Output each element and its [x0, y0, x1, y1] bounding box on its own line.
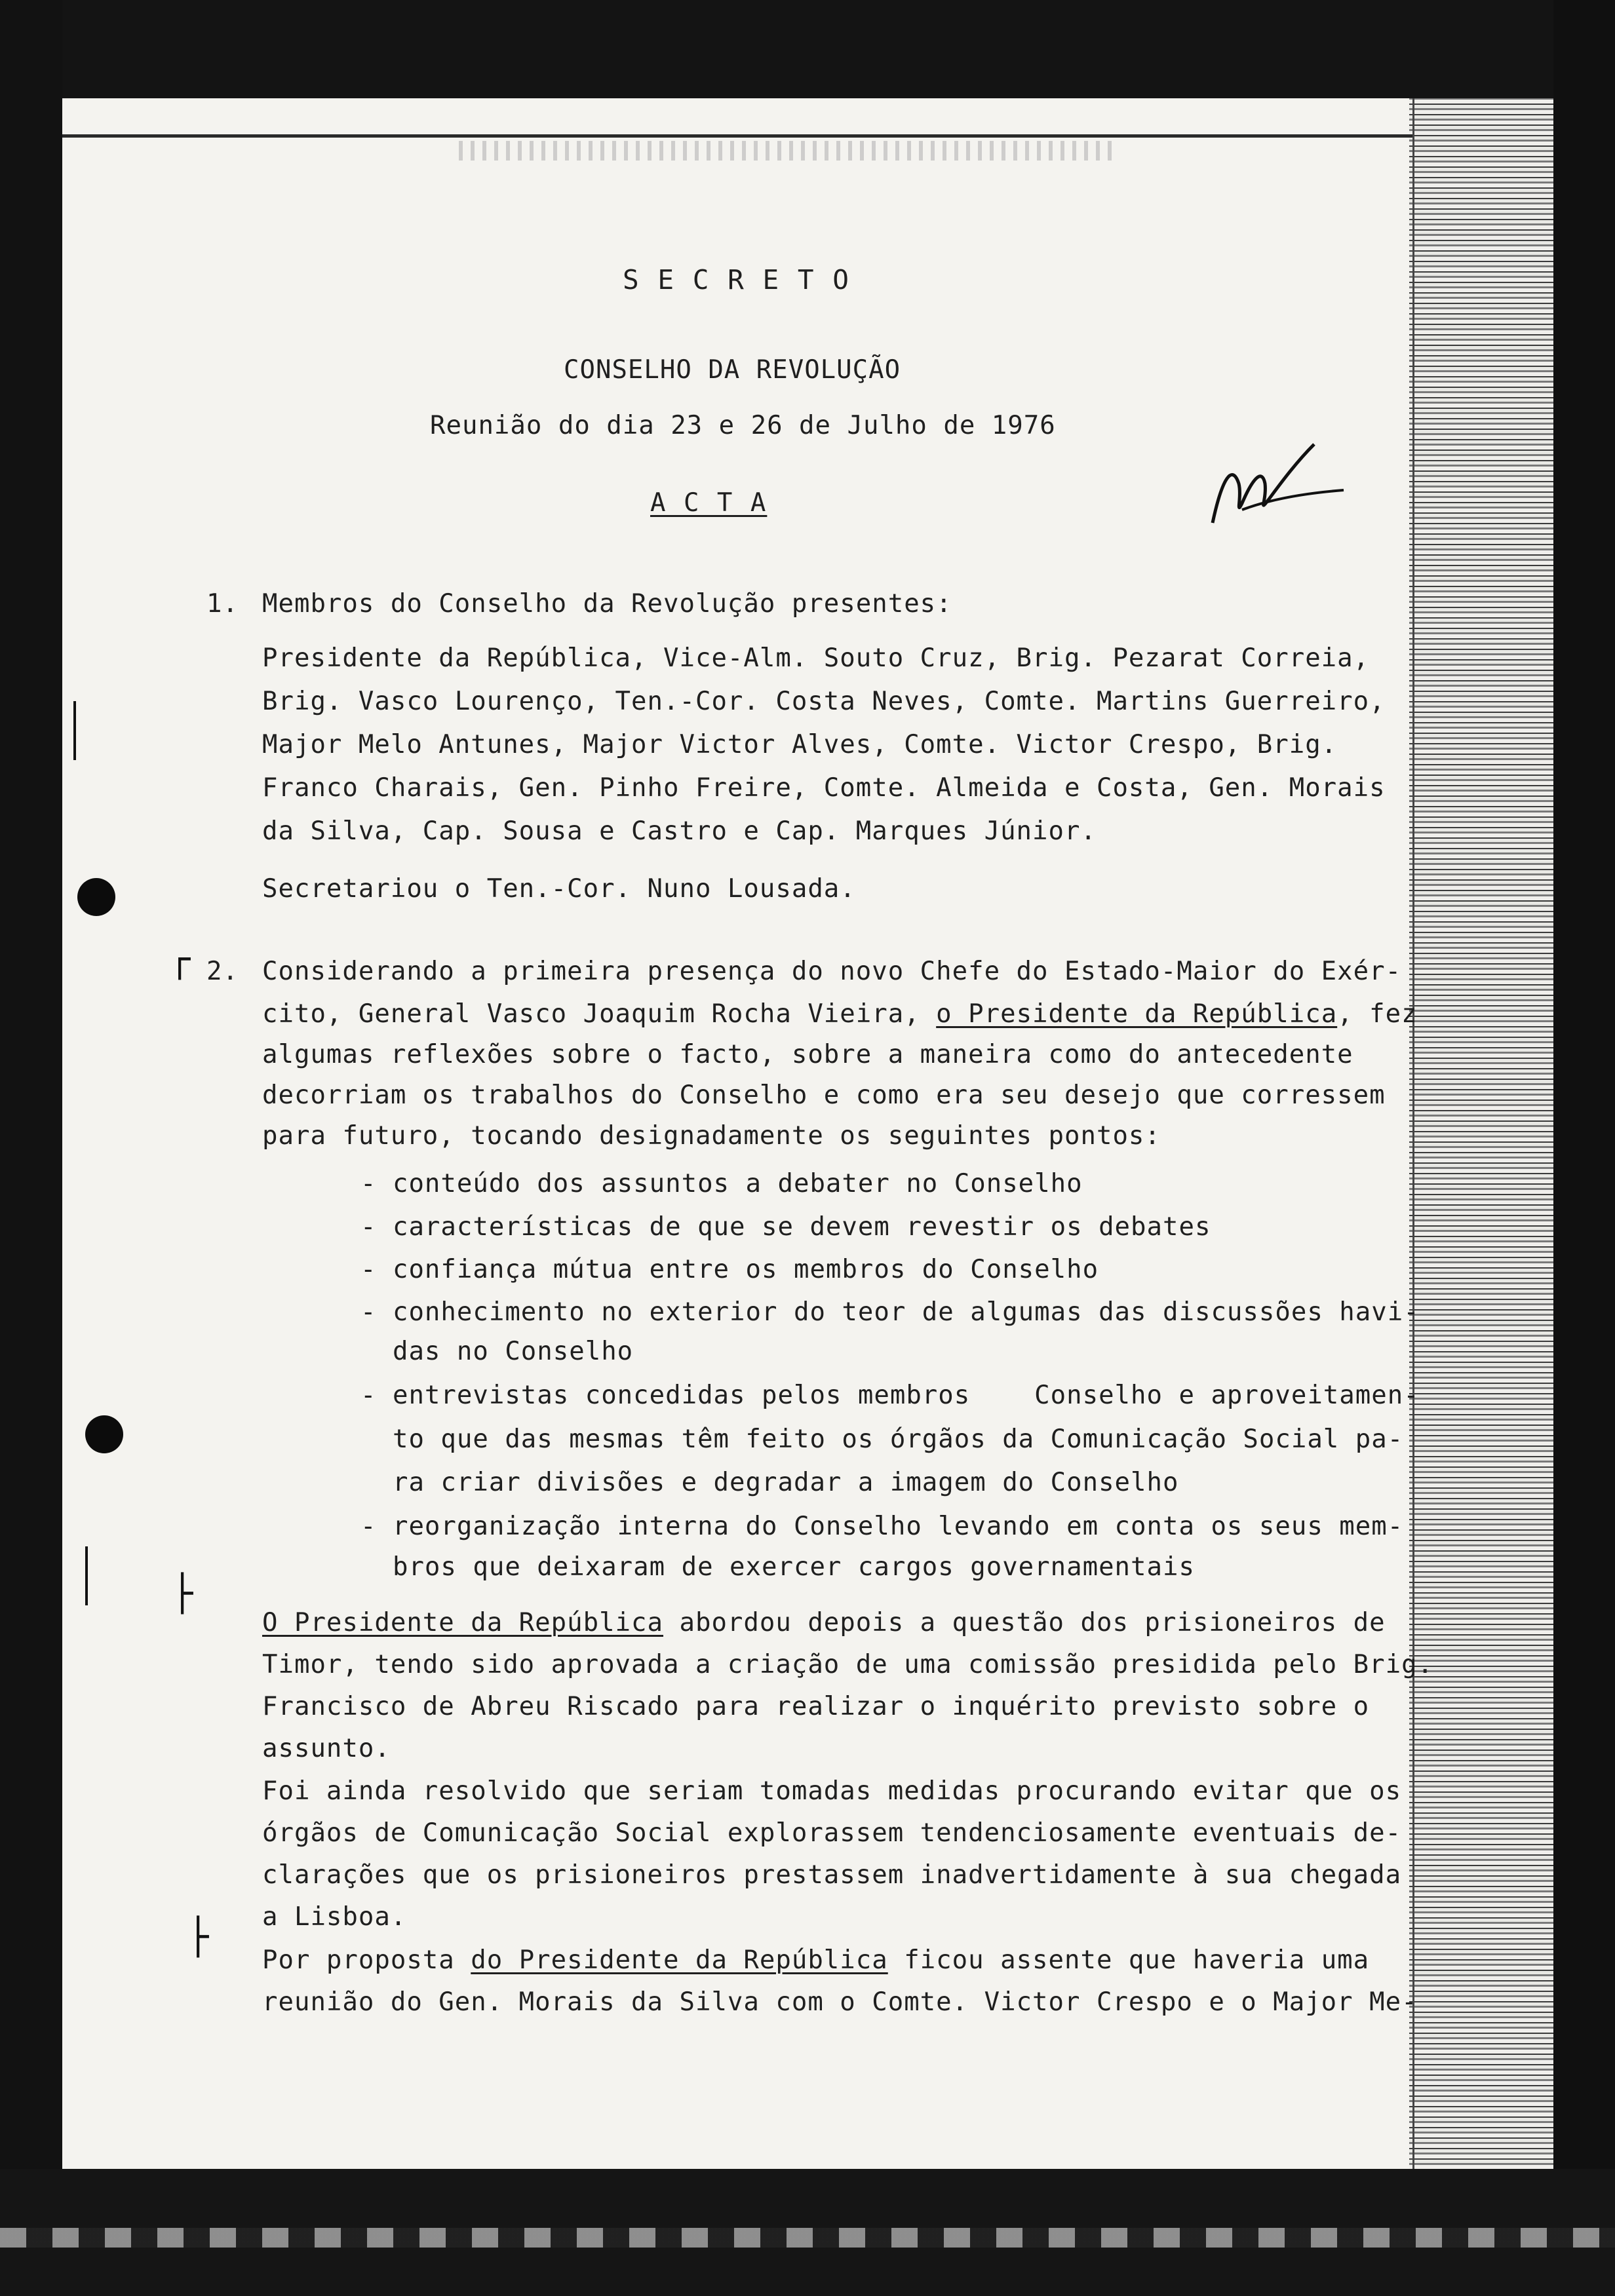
bullet-line: - entrevistas concedidas pelos membros Conselho e aproveitamen- — [360, 1381, 1420, 1410]
bullet-line: - confiança mútua entre os membros do Conselho — [360, 1255, 1099, 1284]
item2-line: decorriam os trabalhos do Conselho e como era seu desejo que corressem — [262, 1081, 1386, 1110]
members-line: Presidente da República, Vice-Alm. Souto Cruz, Brig. Pezarat Correia, — [262, 643, 1370, 673]
page-edge-line — [1412, 98, 1414, 2169]
item2-line: para futuro, tocando designadamente os seguintes pontos: — [262, 1121, 1161, 1151]
proposal-line: reunião do Gen. Morais da Silva com o Comte. Victor Crespo e o Major Me- — [262, 1987, 1418, 2017]
top-rule — [62, 134, 1412, 138]
top-noise — [459, 141, 1114, 161]
item2-text: , fez — [1337, 999, 1418, 1029]
item-number: 2. — [206, 957, 239, 986]
page-edge — [1409, 98, 1553, 2169]
timor-line — [262, 1610, 1386, 1636]
margin-line-mark — [85, 1546, 88, 1605]
initials-signature — [1203, 438, 1347, 536]
item2-line: Considerando a primeira presença do novo Chefe do Estado-Maior do Exér- — [262, 957, 1402, 986]
members-line: Brig. Vasco Lourenço, Ten.-Cor. Costa Neves, Comte. Martins Guerreiro, — [262, 687, 1386, 716]
proposal-text: ficou assente que haveria uma — [887, 1945, 1370, 1975]
underlined-president: o Presidente da República — [936, 999, 1338, 1029]
members-line: Franco Charais, Gen. Pinho Freire, Comte. Almeida e Costa, Gen. Morais — [262, 773, 1386, 803]
classification-label: S E C R E T O — [623, 264, 850, 296]
members-line: Major Melo Antunes, Major Victor Alves, Comte. Victor Crespo, Brig. — [262, 730, 1338, 759]
item2-line — [262, 1001, 1418, 1027]
punch-hole — [77, 878, 115, 916]
item1-heading: Membros do Conselho da Revolução presentes: — [262, 589, 952, 619]
timor-line: Francisco de Abreu Riscado para realizar o inquérito previsto sobre o — [262, 1692, 1370, 1721]
timor-text: abordou depois a questão dos prisioneiros de — [663, 1608, 1386, 1637]
punch-hole — [85, 1415, 123, 1453]
members-line: da Silva, Cap. Sousa e Castro e Cap. Marques Júnior. — [262, 816, 1097, 846]
bullet-line: - conteúdo dos assuntos a debater no Conselho — [360, 1169, 1083, 1198]
tick-mark: ├ — [172, 1573, 193, 1614]
resolution-line: a Lisboa. — [262, 1902, 407, 1932]
bullet-line: das no Conselho — [360, 1337, 634, 1366]
item2-line: algumas reflexões sobre o facto, sobre a maneira como do antecedente — [262, 1040, 1353, 1069]
underlined-president: O Presidente da República — [262, 1608, 663, 1637]
resolution-line: órgãos de Comunicação Social explorassem tendenciosamente eventuais de- — [262, 1818, 1402, 1848]
bullet-line: bros que deixaram de exercer cargos governamentais — [360, 1552, 1195, 1582]
scan-frame-top — [0, 0, 1615, 98]
item2-text: cito, General Vasco Joaquim Rocha Vieira, — [262, 999, 937, 1029]
margin-line-mark — [73, 701, 76, 760]
bracket-mark: ┌ — [169, 938, 191, 980]
scan-frame-left — [0, 0, 62, 2296]
council-title: CONSELHO DA REVOLUÇÃO — [564, 355, 901, 385]
bullet-line: ra criar divisões e degradar a imagem do Conselho — [360, 1468, 1179, 1497]
meeting-date: Reunião do dia 23 e 26 de Julho de 1976 — [430, 411, 1056, 440]
bullet-line: - conhecimento no exterior do teor de algumas das discussões havi- — [360, 1297, 1420, 1327]
scan-frame-right — [1553, 0, 1615, 2296]
tick-mark: ├ — [187, 1916, 209, 1957]
underlined-president: do Presidente da República — [471, 1945, 888, 1975]
resolution-line: clarações que os prisioneiros prestassem inadvertidamente à sua chegada — [262, 1860, 1402, 1890]
proposal-text: Por proposta — [262, 1945, 471, 1975]
bullet-line: - reorganização interna do Conselho levando em conta os seus mem- — [360, 1512, 1404, 1541]
resolution-line: Foi ainda resolvido que seriam tomadas medidas procurando evitar que os — [262, 1776, 1402, 1806]
proposal-line — [262, 1947, 1369, 1973]
secretary-line: Secretariou o Ten.-Cor. Nuno Lousada. — [262, 874, 856, 904]
timor-line: assunto. — [262, 1734, 391, 1763]
timor-line: Timor, tendo sido aprovada a criação de uma comissão presidida pelo Brig. — [262, 1650, 1434, 1679]
item-number: 1. — [206, 589, 239, 619]
bullet-line: to que das mesmas têm feito os órgãos da Comunicação Social pa- — [360, 1425, 1404, 1454]
scan-bottom-strip — [0, 2228, 1615, 2248]
document-type: A C T A — [650, 488, 768, 518]
bullet-line: - características de que se devem revestir os debates — [360, 1212, 1211, 1242]
